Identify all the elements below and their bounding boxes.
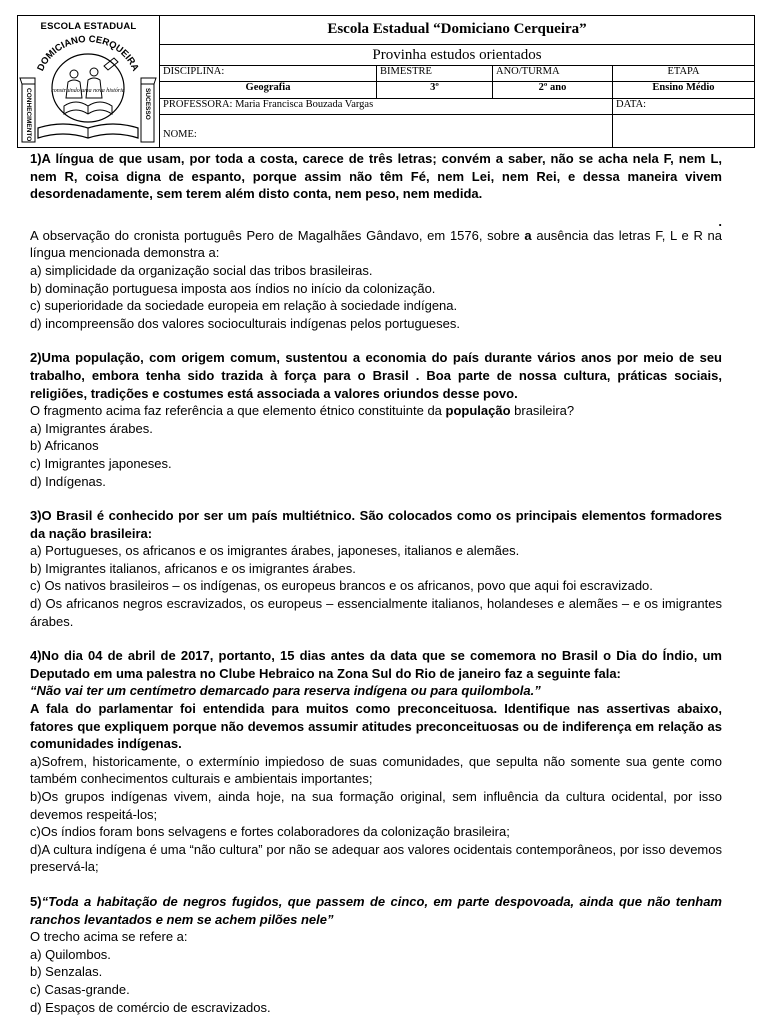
- question-5-prompt: O trecho acima se refere a:: [30, 929, 188, 945]
- label-ano-turma: ANO/TURMA: [492, 66, 612, 81]
- logo-left-banner: CONHECIMENTO: [25, 88, 32, 142]
- question-1-statement: 1)A língua de que usam, por toda a costa, carece de três letras; convém a saber, não se acha nela F, nem L, nem R, coisa digna de espanto, porque assim não têm Fé, nem Lei, nem Rei, e dessa maneira vivem desordenadamente, sem terem além disto conta, nem peso, nem medida.: [30, 151, 722, 202]
- question-3-statement: 3)O Brasil é conhecido por ser um país multiétnico. São colocados como os principais elementos formadores da nação brasileira:: [30, 508, 722, 541]
- question-3-option-a[interactable]: a) Portugueses, os africanos e os imigrantes árabes, japoneses, italianos e alemães.: [30, 543, 520, 559]
- question-1-prompt-text-end: ausência das letras F, L e R na língua mencionada demonstra a:: [30, 227, 722, 261]
- question-1-prompt: [30, 227, 722, 262]
- question-4-statement: 4)No dia 04 de abril de 2017, portanto, 15 dias antes da data que se comemora no Brasil o Dia do Índio, um Deputado em uma palestra no Clube Hebraico na Zona Sul do Rio de janeiro faz a seguinte fala:: [30, 648, 722, 681]
- value-bimestre: 3º: [376, 82, 492, 98]
- question-4-option-c[interactable]: c)Os índios foram bons selvagens e fortes colaboradores da colonização brasileira;: [30, 824, 510, 840]
- question-3-option-b[interactable]: b) Imigrantes italianos, africanos e os imigrantes árabes.: [30, 560, 356, 576]
- logo-arc-text: DOMICIANO CERQUEIRA: [35, 33, 141, 73]
- exam-header: [17, 15, 755, 148]
- question-2-option-c[interactable]: c) Imigrantes japoneses.: [30, 455, 172, 471]
- question-5-option-d[interactable]: d) Espaços de comércio de escravizados.: [30, 999, 271, 1015]
- question-2-prompt-bold: população: [445, 403, 511, 419]
- question-2: [30, 349, 722, 490]
- question-5-quote: “Toda a habitação de negros fugidos, que passem de cinco, em parte despovoada, ainda que não tenham ranchos levantados e nem se achem pilões nele”: [30, 893, 722, 927]
- header-subtitle-row: [160, 45, 754, 66]
- question-4-option-d[interactable]: d)A cultura indígena é uma “não cultura” por não se adequar aos valores ocidentais contemporâneos, por isso devemos preservá-la;: [30, 841, 722, 875]
- question-5: [30, 893, 722, 1016]
- question-2-option-b[interactable]: b) Africanos: [30, 438, 99, 454]
- question-1-option-d[interactable]: d) incompreensão dos valores socioculturais indígenas pelos portugueses.: [30, 315, 460, 331]
- logo-motto: construindo uma nova história: [51, 88, 125, 94]
- school-emblem-graphic: [18, 16, 158, 147]
- school-logo: [18, 16, 160, 147]
- label-bimestre: BIMESTRE: [376, 66, 492, 81]
- question-3: [30, 507, 722, 630]
- logo-school-text: ESCOLA ESTADUAL: [40, 21, 137, 32]
- value-ano-turma: 2º ano: [492, 82, 612, 98]
- school-title: Escola Estadual “Domiciano Cerqueira”: [327, 21, 587, 37]
- question-4: [30, 647, 722, 876]
- exam-subtitle: Provinha estudos orientados: [372, 47, 542, 63]
- header-labels-row: [160, 66, 754, 82]
- label-disciplina: DISCIPLINA:: [163, 66, 225, 77]
- value-etapa: Ensino Médio: [612, 82, 754, 98]
- question-1-prompt-text: A observação do cronista português Pero de Magalhães Gândavo, em 1576, sobre: [30, 227, 525, 243]
- question-1-option-c[interactable]: c) superioridade da sociedade europeia em relação à sociedade indígena.: [30, 298, 458, 314]
- header-title-row: [160, 16, 754, 45]
- question-5-number: 5): [30, 893, 42, 909]
- value-disciplina: Geografia: [245, 82, 291, 93]
- question-5-option-b[interactable]: b) Senzalas.: [30, 964, 103, 980]
- date-field[interactable]: [612, 115, 754, 147]
- question-5-option-a[interactable]: a) Quilombos.: [30, 946, 111, 962]
- question-2-prompt: [30, 402, 722, 420]
- header-teacher-row: [160, 99, 754, 115]
- question-1-prompt-bold: a: [524, 227, 532, 243]
- question-2-option-a[interactable]: a) Imigrantes árabes.: [30, 420, 153, 436]
- stray-dot: .: [718, 213, 722, 229]
- question-1-option-b[interactable]: b) dominação portuguesa imposta aos índios no início da colonização.: [30, 280, 436, 296]
- question-2-option-d[interactable]: d) Indígenas.: [30, 473, 106, 489]
- logo-right-banner: SUCESSO: [144, 88, 151, 120]
- teacher-name: PROFESSORA: Maria Francisca Bouzada Vargas: [163, 99, 374, 110]
- question-2-prompt-text-end: brasileira?: [510, 403, 575, 419]
- date-label: DATA:: [612, 99, 754, 114]
- exam-content: [30, 150, 722, 1016]
- question-4-option-b[interactable]: b)Os grupos indígenas vivem, ainda hoje, na sua formação original, sem influência da cultura ocidental, por isso devemos respeitá-los;: [30, 789, 722, 822]
- header-name-row: [160, 115, 754, 147]
- question-5-option-c[interactable]: c) Casas-grande.: [30, 981, 130, 997]
- question-4-quote: “Não vai ter um centímetro demarcado para reserva indígena ou para quilombola.”: [30, 683, 541, 699]
- question-4-instruction: A fala do parlamentar foi entendida para muitos como preconceituosa. Identifique nas assertivas abaixo, fatores que expliquem porque não devemos assumir atitudes preconceituosas ou de indiferença em relação as comunidades indígenas.: [30, 701, 722, 752]
- question-2-statement: 2)Uma população, com origem comum, sustentou a economia do país durante vários anos por meio de seu trabalho, embora tenha sido trazida à força para o Brasil . Boa parte de nossa cultura, práticas sociais, religiões, tradições e costumes está associada a valores oriundos desse povo.: [30, 350, 722, 401]
- question-5-statement: [30, 893, 722, 928]
- question-3-option-c[interactable]: c) Os nativos brasileiros – os indígenas, os europeus brancos e os africanos, povo que aqui foi escravizado.: [30, 578, 653, 594]
- header-values-row: [160, 82, 754, 99]
- label-etapa: ETAPA: [612, 66, 754, 81]
- question-3-option-d[interactable]: d) Os africanos negros escravizados, os europeus – essencialmente italianos, holandeses e alemães – e os imigrantes árabes.: [30, 596, 722, 629]
- question-1: [30, 150, 722, 332]
- question-2-prompt-text: O fragmento acima faz referência a que elemento étnico constituinte da: [30, 403, 446, 419]
- student-name-label: NOME:: [163, 129, 197, 140]
- question-4-option-a[interactable]: a)Sofrem, historicamente, o extermínio impiedoso de suas comunidades, que sepulta não somente sua gente como também conhecimentos culturais e ambientais importantes;: [30, 753, 722, 787]
- question-1-option-a[interactable]: a) simplicidade da organização social das tribos brasileiras.: [30, 262, 373, 278]
